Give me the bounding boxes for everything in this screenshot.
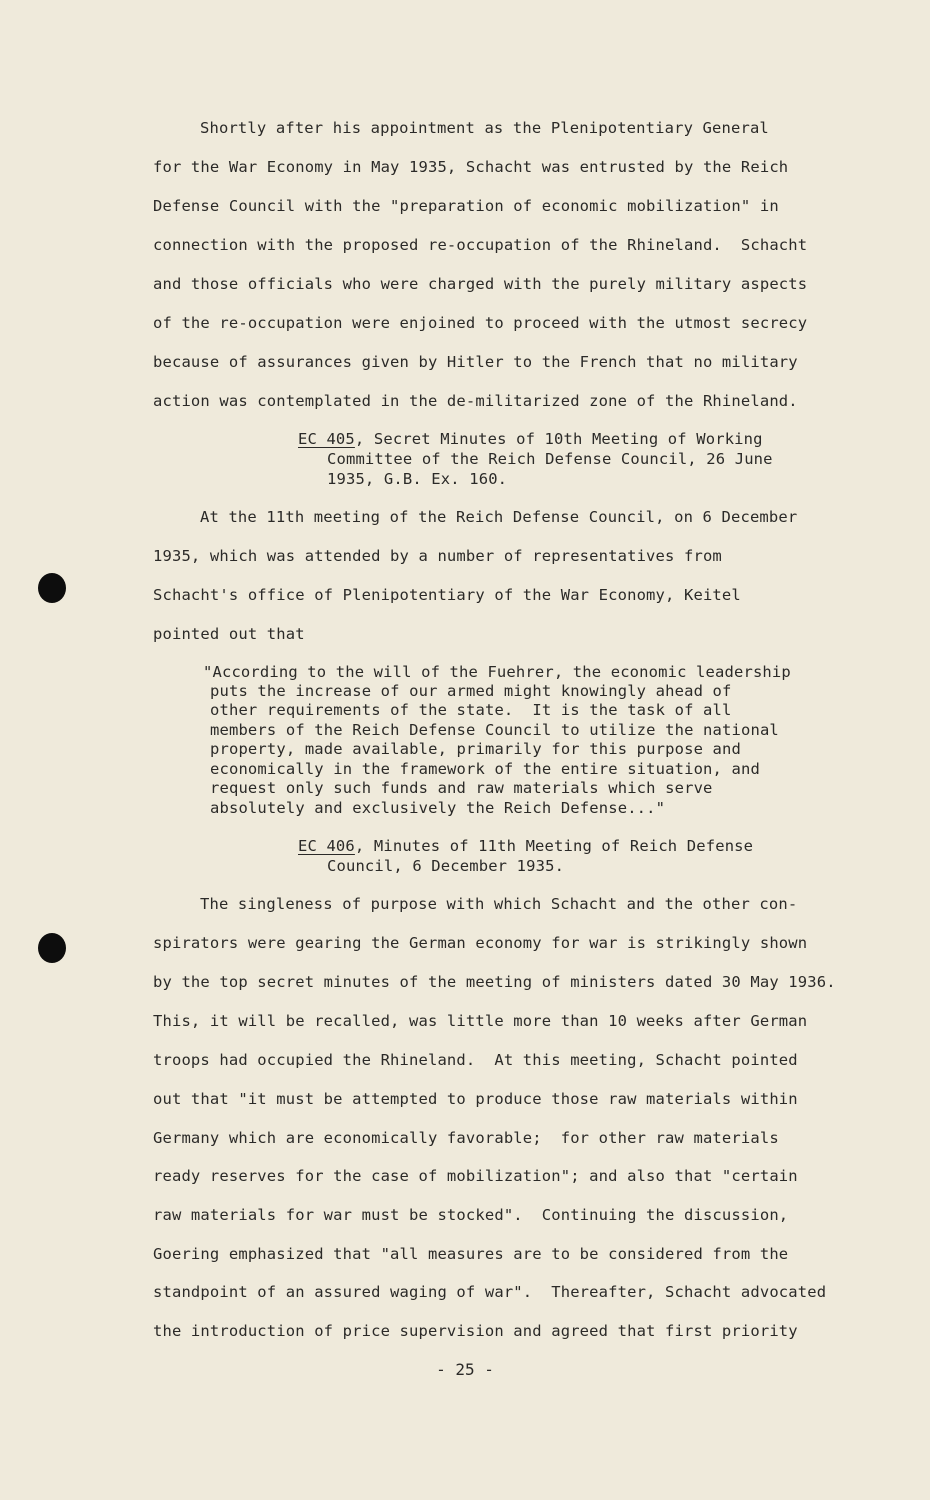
- punch-hole: [38, 933, 66, 963]
- citation-reference: EC 406: [298, 837, 355, 855]
- text-line: raw materials for war must be stocked". Continuing the discussion,: [153, 1206, 789, 1224]
- quote-line: other requirements of the state. It is the task of all: [210, 701, 732, 719]
- citation-text: , Secret Minutes of 10th Meeting of Working: [354, 430, 763, 448]
- text-line: Schacht's office of Plenipotentiary of the War Economy, Keitel: [153, 586, 741, 604]
- text-line: pointed out that: [153, 625, 305, 643]
- text-line: The singleness of purpose with which Schacht and the other con-: [200, 895, 798, 913]
- quote-line: "According to the will of the Fuehrer, the economic leadership: [203, 663, 791, 681]
- text-line: for the War Economy in May 1935, Schacht was entrusted by the Reich: [153, 158, 789, 176]
- text-line: Defense Council with the "preparation of economic mobilization" in: [153, 197, 779, 215]
- text-line: ready reserves for the case of mobilization"; and also that "certain: [153, 1167, 798, 1185]
- quote-line: puts the increase of our armed might knowingly ahead of: [210, 682, 732, 700]
- text-line: 1935, which was attended by a number of representatives from: [153, 547, 722, 565]
- citation-line: [298, 430, 763, 448]
- text-line: standpoint of an assured waging of war". Thereafter, Schacht advocated: [153, 1283, 827, 1301]
- quote-line: property, made available, primarily for this purpose and: [210, 740, 741, 758]
- text-line: out that "it must be attempted to produce those raw materials within: [153, 1090, 798, 1108]
- citation-text: , Minutes of 11th Meeting of Reich Defense: [354, 837, 754, 855]
- text-line: connection with the proposed re-occupation of the Rhineland. Schacht: [153, 236, 808, 254]
- text-line: troops had occupied the Rhineland. At this meeting, Schacht pointed: [153, 1051, 798, 1069]
- text-line: Goering emphasized that "all measures are to be considered from the: [153, 1245, 789, 1263]
- text-line: the introduction of price supervision and agreed that first priority: [153, 1322, 798, 1340]
- text-line: At the 11th meeting of the Reich Defense Council, on 6 December: [200, 508, 798, 526]
- quote-line: members of the Reich Defense Council to utilize the national: [210, 721, 779, 739]
- text-line: This, it will be recalled, was little more than 10 weeks after German: [153, 1012, 808, 1030]
- text-line: Germany which are economically favorable; for other raw materials: [153, 1129, 779, 1147]
- citation-line: Committee of the Reich Defense Council, 26 June: [327, 450, 773, 468]
- text-line: Shortly after his appointment as the Plenipotentiary General: [200, 119, 769, 137]
- page-number: - 25 -: [436, 1360, 494, 1379]
- text-line: because of assurances given by Hitler to the French that no military: [153, 353, 798, 371]
- punch-hole: [38, 573, 66, 603]
- text-line: spirators were gearing the German economy for war is strikingly shown: [153, 934, 808, 952]
- text-line: action was contemplated in the de-militarized zone of the Rhineland.: [153, 392, 798, 410]
- text-line: by the top secret minutes of the meeting of ministers dated 30 May 1936.: [153, 973, 836, 991]
- citation-reference: EC 405: [298, 430, 355, 448]
- quote-line: economically in the framework of the entire situation, and: [210, 760, 760, 778]
- text-line: of the re-occupation were enjoined to proceed with the utmost secrecy: [153, 314, 808, 332]
- citation-line: Council, 6 December 1935.: [327, 857, 565, 875]
- citation-line: [298, 837, 753, 855]
- quote-line: absolutely and exclusively the Reich Defense...": [210, 799, 666, 817]
- quote-line: request only such funds and raw materials which serve: [210, 779, 713, 797]
- citation-line: 1935, G.B. Ex. 160.: [327, 470, 508, 488]
- text-line: and those officials who were charged with the purely military aspects: [153, 275, 808, 293]
